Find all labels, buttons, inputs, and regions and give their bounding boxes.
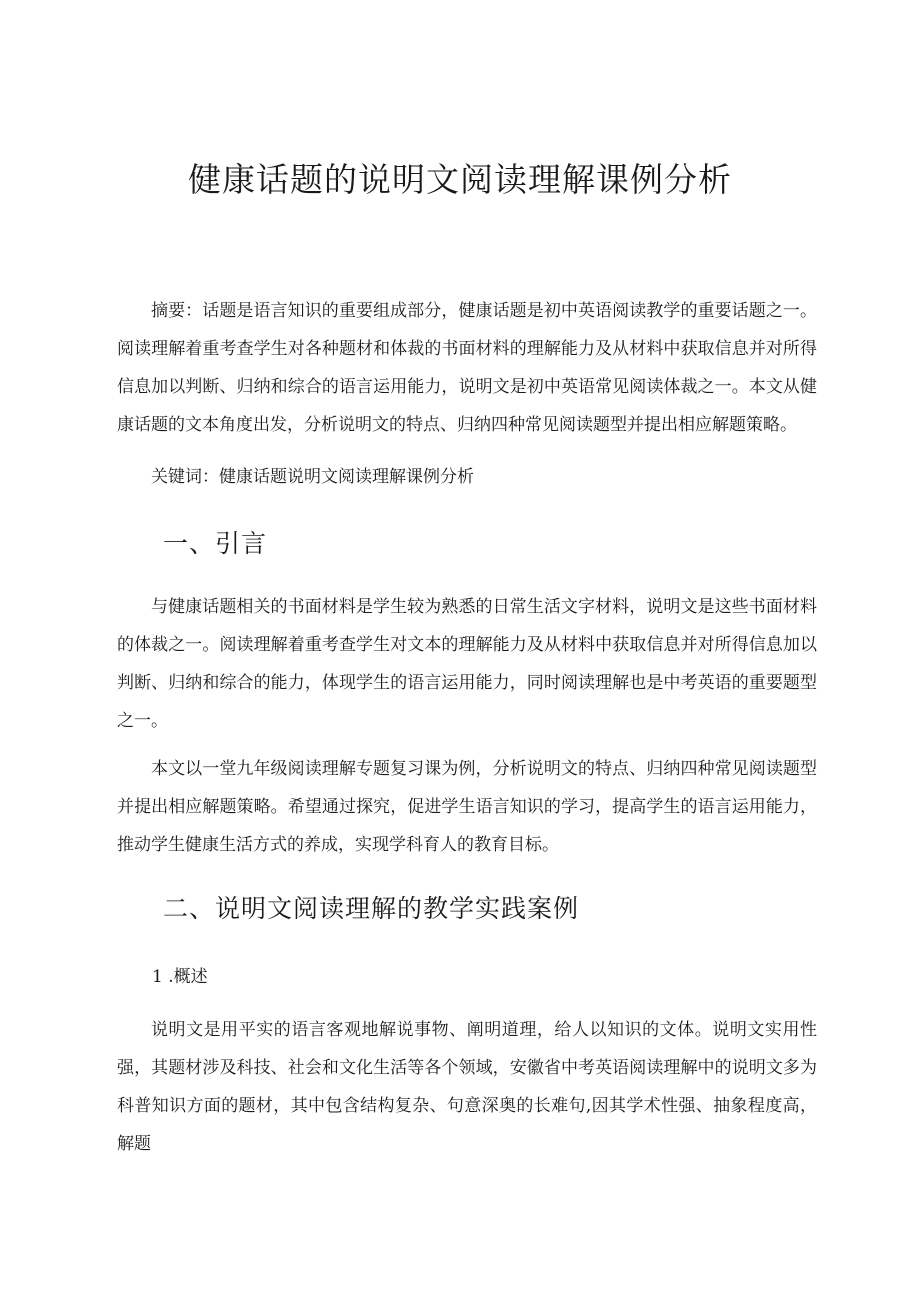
subsection-heading-overview: 1 .概述 (152, 967, 208, 987)
section-heading-introduction: 一、引言 (163, 529, 268, 558)
body-paragraph: 与健康话题相关的书面材料是学生较为熟悉的日常生活文字材料，说明文是这些书面材料的体裁之一。阅读理解着重考查学生对文本的理解能力及从材料中获取信息并对所得信息加以判断、归纳和综合的能力，体现学生的语言运用能力，同时阅读理解也是中考英语的重要题型之一。 (117, 597, 817, 731)
abstract-paragraph: 摘要：话题是语言知识的重要组成部分，健康话题是初中英语阅读教学的重要话题之一。阅读理解着重考查学生对各种题材和体裁的书面材料的理解能力及从材料中获取信息并对所得信息加以判断、归纳和综合的语言运用能力，说明文是初中英语常见阅读体裁之一。本文从健康话题的文本角度出发，分析说明文的特点、归纳四种常见阅读题型并提出相应解题策略。 (117, 301, 817, 435)
body-paragraph: 本文以一堂九年级阅读理解专题复习课为例，分析说明文的特点、归纳四种常见阅读题型并提出相应解题策略。希望通过探究，促进学生语言知识的学习，提高学生的语言运用能力，推动学生健康生活方式的养成，实现学科育人的教育目标。 (117, 759, 817, 855)
section-heading-teaching-case: 二、说明文阅读理解的教学实践案例 (163, 894, 580, 923)
keywords-paragraph: 关键词：健康话题说明文阅读理解课例分析 (151, 467, 474, 487)
body-paragraph: 说明文是用平实的语言客观地解说事物、阐明道理，给人以知识的文体。说明文实用性强，其题材涉及科技、社会和文化生活等各个领域，安徽省中考英语阅读理解中的说明文多为科普知识方面的题材，其中包含结构复杂、句意深奥的长难句,因其学术性强、抽象程度高，解题 (117, 1020, 817, 1154)
document-title: 健康话题的说明文阅读理解课例分析 (188, 160, 732, 199)
